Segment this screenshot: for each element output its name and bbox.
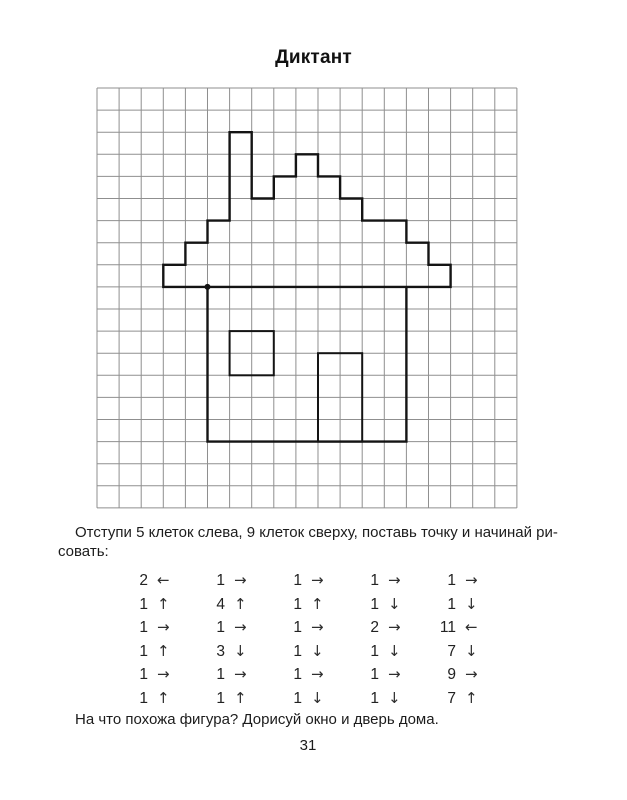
dictation-step xyxy=(426,569,503,593)
arrow-right-icon: → xyxy=(311,618,324,637)
dictation-step xyxy=(272,687,349,711)
instruction-text-line2: совать: xyxy=(58,543,109,560)
instruction-text-line1: Отступи 5 клеток слева, 9 клеток сверху, поставь точку и начинай ри- xyxy=(75,524,558,541)
arrow-right-icon: → xyxy=(157,618,170,637)
dictation-step xyxy=(195,687,272,711)
arrow-up-icon: ↑ xyxy=(234,594,247,613)
arrow-right-icon: → xyxy=(311,571,324,589)
step-count: 9 xyxy=(447,666,456,684)
step-count: 1 xyxy=(447,572,456,589)
step-count: 1 xyxy=(293,642,302,660)
start-dot xyxy=(204,284,210,290)
dictation-step xyxy=(272,616,349,640)
dictation-step xyxy=(349,687,426,711)
dictation-step xyxy=(349,569,426,593)
arrow-down-icon: ↓ xyxy=(465,641,478,660)
dictation-step xyxy=(426,616,503,640)
arrow-down-icon: ↓ xyxy=(465,594,478,613)
dictation-step xyxy=(118,593,195,617)
dictation-step xyxy=(272,569,349,593)
arrow-down-icon: ↓ xyxy=(388,641,401,660)
arrow-up-icon: ↑ xyxy=(465,688,478,707)
step-count: 1 xyxy=(216,689,225,707)
dictation-step xyxy=(118,616,195,640)
step-count: 11 xyxy=(439,619,456,637)
step-count: 2 xyxy=(139,572,148,589)
arrow-up-icon: ↑ xyxy=(311,594,324,613)
dictation-step xyxy=(195,616,272,640)
step-count: 1 xyxy=(370,572,379,589)
arrow-right-icon: → xyxy=(311,665,324,684)
dictation-step xyxy=(195,569,272,593)
dictation-step xyxy=(349,663,426,687)
dictation-step xyxy=(426,663,503,687)
page-title: Диктант xyxy=(275,47,352,68)
dictation-step xyxy=(272,663,349,687)
arrow-right-icon: → xyxy=(388,618,401,637)
arrow-down-icon: ↓ xyxy=(311,688,324,707)
instruction-paragraph xyxy=(58,523,566,561)
step-count: 4 xyxy=(216,595,225,613)
arrow-up-icon: ↑ xyxy=(157,594,170,613)
dictation-step xyxy=(195,593,272,617)
step-count: 1 xyxy=(216,619,225,637)
arrow-up-icon: ↑ xyxy=(157,641,170,660)
arrow-right-icon: → xyxy=(234,618,247,637)
dictation-step xyxy=(349,640,426,664)
dictation-step xyxy=(118,663,195,687)
step-count: 1 xyxy=(293,572,302,589)
step-count: 1 xyxy=(370,642,379,660)
step-count: 1 xyxy=(216,572,225,589)
arrow-right-icon: → xyxy=(234,571,247,589)
arrow-right-icon: → xyxy=(157,665,170,684)
arrow-down-icon: ↓ xyxy=(311,641,324,660)
dictation-step xyxy=(195,663,272,687)
step-count: 2 xyxy=(370,619,379,637)
grid-area xyxy=(95,86,519,515)
step-count: 1 xyxy=(293,666,302,684)
arrow-right-icon: → xyxy=(465,571,478,589)
arrow-right-icon: → xyxy=(465,665,478,684)
dictation-step xyxy=(118,687,195,711)
dictation-step xyxy=(272,593,349,617)
step-count: 1 xyxy=(447,595,456,613)
step-count: 1 xyxy=(139,689,148,707)
dictation-step xyxy=(349,593,426,617)
step-count: 1 xyxy=(139,642,148,660)
dictation-table xyxy=(118,569,503,711)
step-count: 1 xyxy=(139,595,148,613)
arrow-down-icon: ↓ xyxy=(388,688,401,707)
dictation-step xyxy=(426,593,503,617)
arrow-right-icon: → xyxy=(388,665,401,684)
page-number: 31 xyxy=(299,737,317,754)
step-count: 1 xyxy=(370,666,379,684)
step-count: 1 xyxy=(293,619,302,637)
arrow-down-icon: ↓ xyxy=(388,594,401,613)
dictation-step xyxy=(118,569,195,593)
step-count: 1 xyxy=(370,689,379,707)
arrow-left-icon: ← xyxy=(157,571,170,589)
step-count: 1 xyxy=(370,595,379,613)
dictation-step xyxy=(349,616,426,640)
arrow-right-icon: → xyxy=(234,665,247,684)
dictation-step xyxy=(195,640,272,664)
step-count: 1 xyxy=(139,666,148,684)
dictation-step xyxy=(426,687,503,711)
arrow-down-icon: ↓ xyxy=(234,641,247,660)
step-count: 3 xyxy=(216,642,225,660)
question-text: На что похожа фигура? Дорисуй окно и дверь дома. xyxy=(75,711,439,728)
arrow-up-icon: ↑ xyxy=(157,688,170,707)
arrow-right-icon: → xyxy=(388,571,401,589)
arrow-up-icon: ↑ xyxy=(234,688,247,707)
step-count: 7 xyxy=(447,689,456,707)
dictation-step xyxy=(118,640,195,664)
arrow-left-icon: ← xyxy=(465,618,478,637)
step-count: 1 xyxy=(139,619,148,637)
dictation-step xyxy=(272,640,349,664)
step-count: 1 xyxy=(293,595,302,613)
step-count: 7 xyxy=(447,642,456,660)
dictation-step xyxy=(426,640,503,664)
step-count: 1 xyxy=(216,666,225,684)
dictation-grid xyxy=(95,86,519,510)
step-count: 1 xyxy=(293,689,302,707)
